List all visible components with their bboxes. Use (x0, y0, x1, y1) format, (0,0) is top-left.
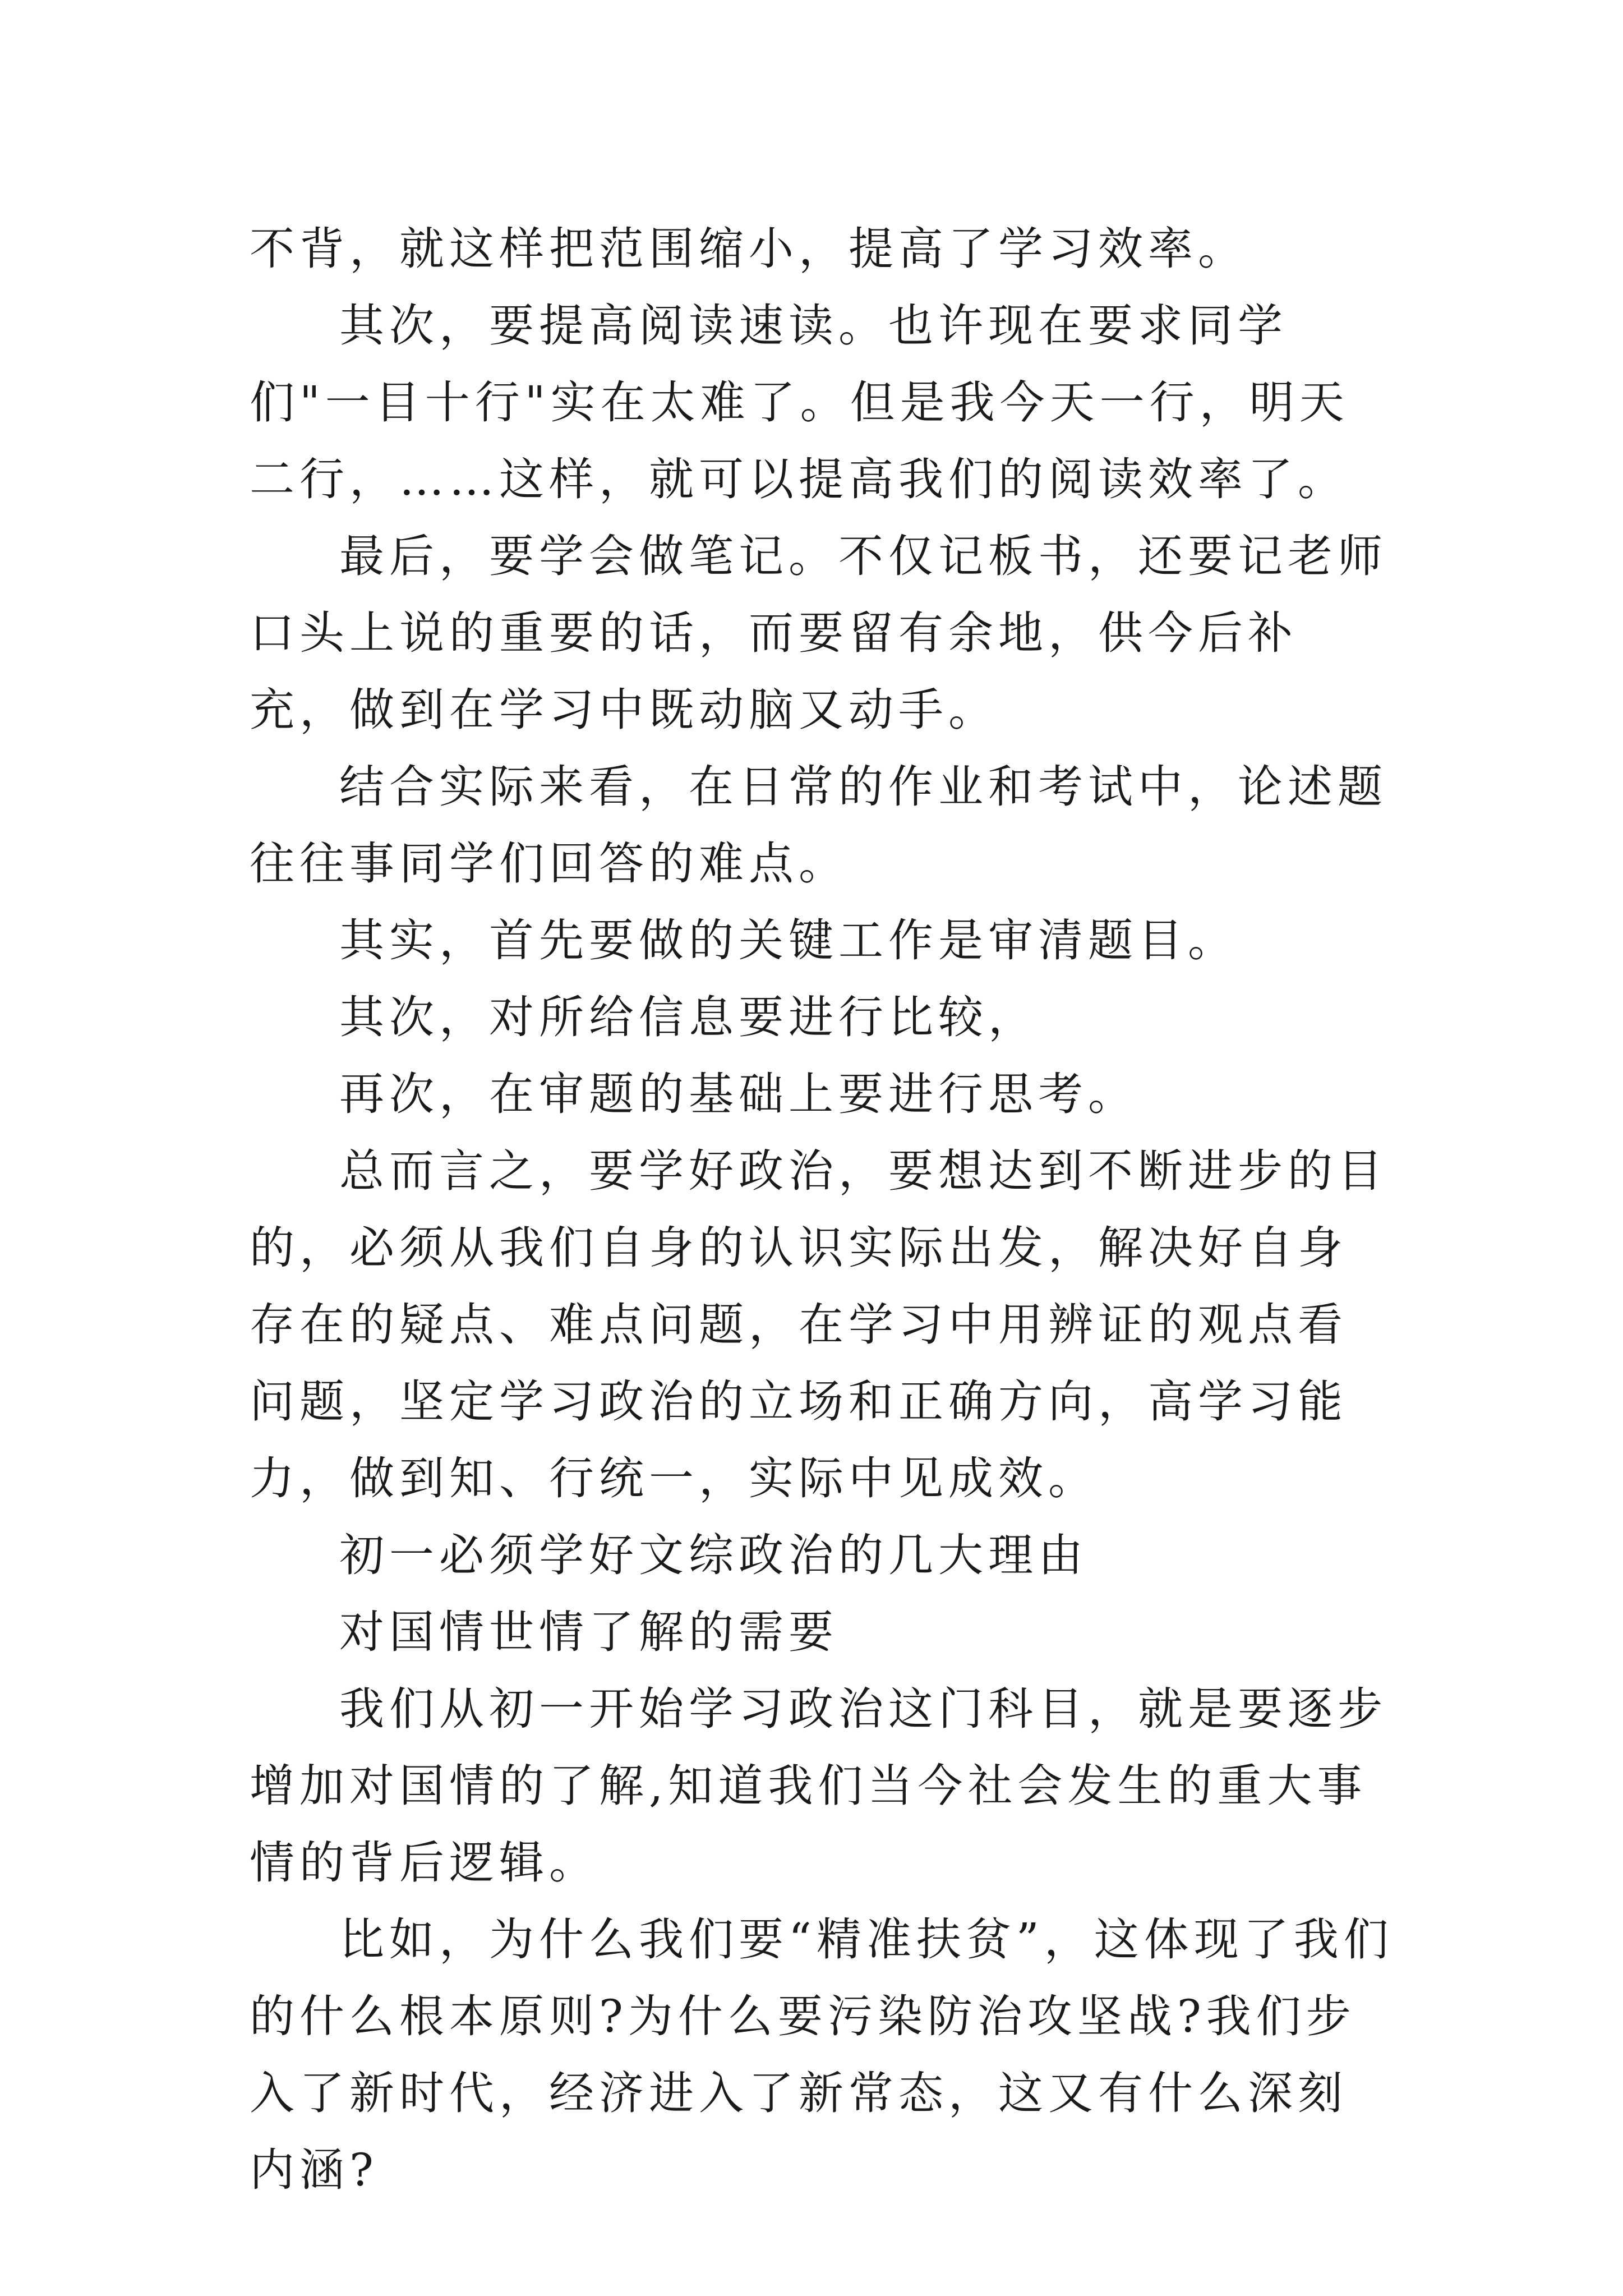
paragraph-6: 其次，对所给信息要进行比较， (339, 991, 1038, 1043)
section-heading-reasons: 初一必须学好文综政治的几大理由 (339, 1529, 1088, 1581)
paragraph-12: 比如，为什么我们要“精准扶贫”，这体现了我们的什么根本原则?为什么要污染防治攻坚战?我们步入了新时代，经济进入了新常态，这又有什么深刻内涵? (250, 1913, 1394, 2196)
paragraph-5: 其实，首先要做的关键工作是审清题目。 (339, 914, 1238, 967)
paragraph-2: 其次，要提高阅读速读。也许现在要求同学们"一目十行"实在太难了。但是我今天一行，明天二行，……这样，就可以提高我们的阅读效率了。 (250, 300, 1349, 505)
paragraph-8: 总而言之，要学好政治，要想达到不断进步的目的，必须从我们自身的认识实际出发，解决好自身存在的疑点、难点问题，在学习中用辨证的观点看问题，坚定学习政治的立场和正确方向，高学习能力，做到知、行统一，实际中见成效。 (250, 1145, 1387, 1504)
paragraph-1: 不背，就这样把范围缩小，提高了学习效率。 (250, 223, 1248, 275)
document-body (250, 210, 1394, 2208)
paragraph-11: 我们从初一开始学习政治这门科目，就是要逐步增加对国情的了解,知道我们当今社会发生的重大事情的背后逻辑。 (250, 1683, 1387, 1889)
subheading-national-conditions: 对国情世情了解的需要 (339, 1606, 838, 1658)
paragraph-4: 结合实际来看，在日常的作业和考试中，论述题往往事同学们回答的难点。 (250, 761, 1387, 890)
paragraph-7: 再次，在审题的基础上要进行思考。 (339, 1068, 1138, 1120)
paragraph-3: 最后，要学会做笔记。不仅记板书，还要记老师口头上说的重要的话，而要留有余地，供今后补充，做到在学习中既动脑又动手。 (250, 530, 1387, 736)
